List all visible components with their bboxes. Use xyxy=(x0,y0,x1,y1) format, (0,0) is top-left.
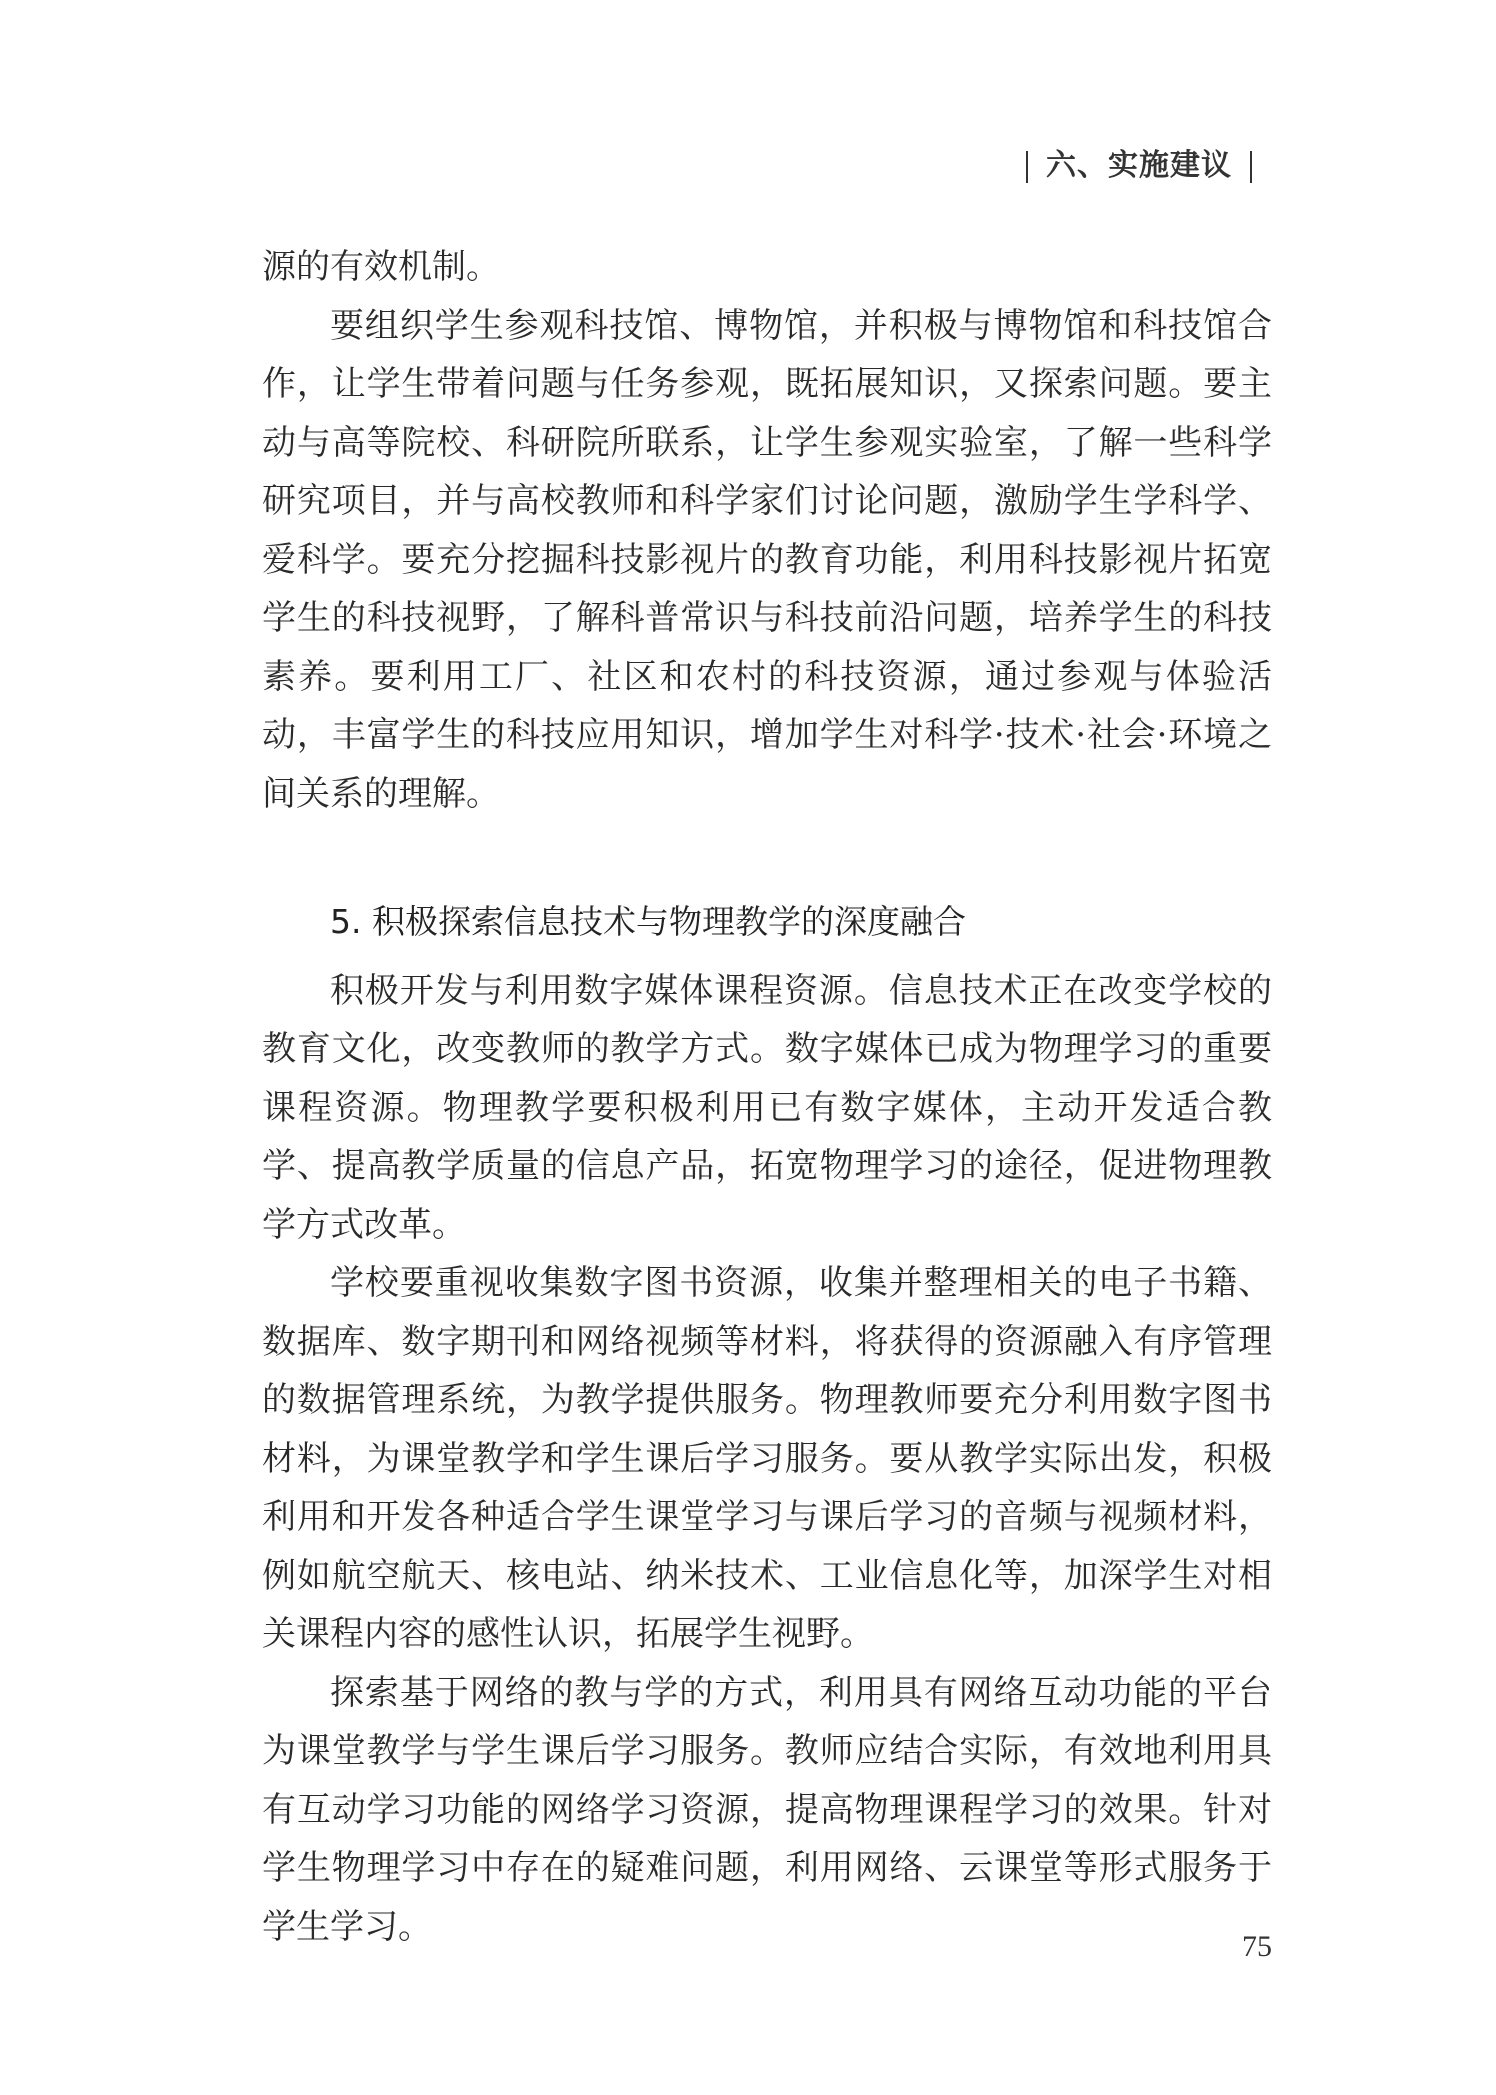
paragraph-digital-library: 学校要重视收集数字图书资源，收集并整理相关的电子书籍、数据库、数字期刊和网络视频等材料，将获得的资源融入有序管理的数据管理系统，为教学提供服务。物理教师要充分利用数字图书材料，为课堂教学和学生课后学习服务。要从教学实际出发，积极利用和开发各种适合学生课堂学习与课后学习的音频与视频材料，例如航空航天、核电站、纳米技术、工业信息化等，加深学生对相关课程内容的感性认识，拓展学生视野。 xyxy=(262,1263,1272,1654)
chapter-title: 六、实施建议 xyxy=(1046,148,1232,183)
paragraph-continuation: 源的有效机制。 xyxy=(262,247,500,287)
paragraph-science-venues: 要组织学生参观科技馆、博物馆，并积极与博物馆和科技馆合作，让学生带着问题与任务参观，既拓展知识，又探索问题。要主动与高等院校、科研院所联系，让学生参观实验室，了解一些科学研究项目，并与高校教师和科学家们讨论问题，激励学生学科学、爱科学。要充分挖掘科技影视片的教育功能，利用科技影视片拓宽学生的科技视野，了解科普常识与科技前沿问题，培养学生的科技素养。要利用工厂、社区和农村的科技资源，通过参观与体验活动，丰富学生的科技应用知识，增加学生对科学·技术·社会·环境之间关系的理解。 xyxy=(262,305,1272,814)
header-divider-right xyxy=(1250,151,1252,183)
running-header xyxy=(1008,140,1270,184)
header-divider-left xyxy=(1026,151,1028,183)
paragraph-online-learning: 探索基于网络的教与学的方式，利用具有网络互动功能的平台为课堂教学与学生课后学习服务。教师应结合实际，有效地利用具有互动学习功能的网络学习资源，提高物理课程学习的效果。针对学生物理学习中存在的疑难问题，利用网络、云课堂等形式服务于学生学习。 xyxy=(262,1672,1272,1947)
page-body xyxy=(262,238,1272,1956)
page-number: 75 xyxy=(1242,1930,1272,1963)
section-heading: 5. 积极探索信息技术与物理教学的深度融合 xyxy=(330,902,966,941)
paragraph-digital-media: 积极开发与利用数字媒体课程资源。信息技术正在改变学校的教育文化，改变教师的教学方式。数字媒体已成为物理学习的重要课程资源。物理教学要积极利用已有数字媒体，主动开发适合教学、提高教学质量的信息产品，拓宽物理学习的途径，促进物理教学方式改革。 xyxy=(262,970,1272,1245)
